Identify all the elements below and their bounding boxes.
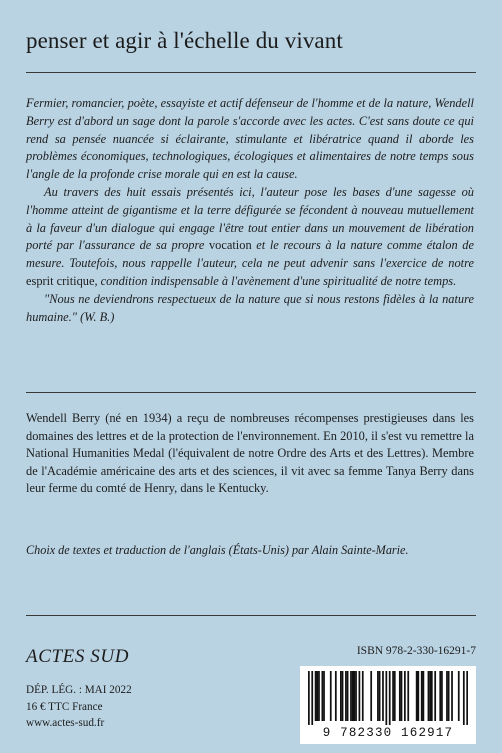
barcode-bar [401, 671, 403, 721]
barcode-bar [389, 671, 391, 725]
barcode-bar [321, 671, 323, 721]
divider-top [26, 72, 476, 73]
publisher-website: www.actes-sud.fr [26, 717, 105, 729]
barcode-bar [399, 671, 401, 721]
barcode-bar [439, 671, 441, 721]
barcode-bar [347, 671, 349, 721]
blurb-paragraph-2-part-a: Au travers des huit essais présentés ici, l'auteur pose les bases d'une sagesse où l'homme atteint de gigantisme et la terre défigurée se fécondent à nouveau mutuellement à la faveur d'un dialogue qui engage l'être tout entier dans un mouvement de libération porté par l'assurance de sa propre [26, 184, 474, 253]
barcode-bar [340, 671, 342, 721]
barcode-bar [429, 671, 431, 721]
divider-middle [26, 392, 476, 393]
barcode-bar [385, 671, 387, 725]
legal-info [26, 682, 132, 732]
barcode-bar [352, 671, 354, 721]
barcode-bar [407, 671, 409, 721]
barcode-bar [458, 671, 460, 721]
barcode-bar [394, 671, 396, 721]
author-bio: Wendell Berry (né en 1934) a reçu de nombreuses récompenses prestigieuses dans les domaines des lettres et de la protection de l'environnement. En 2010, il s'est vu remettre la National Humanities Medal (l'équivalent de notre Ordre des Arts et des Lettres). Membre de l'Académie américaine des arts et des sciences, il vit avec sa femme Tanya Berry dans leur ferme du comté de Henry, dans le Kentucky. [26, 411, 474, 496]
blurb-paragraph-2-part-c: et le recours à la nature comme étalon de mesure. Toutefois, nous rappelle l'auteur, cela ne peut advenir sans l'exercice de notre [26, 238, 474, 271]
blurb [26, 95, 474, 326]
blurb-quote: "Nous ne deviendrons respectueux de la nature que si nous restons fidèles à la nature humaine." (W. B.) [26, 291, 474, 324]
barcode-bar [350, 671, 352, 721]
barcode-bar [362, 671, 364, 721]
barcode [300, 666, 476, 744]
barcode-bar [335, 671, 337, 721]
barcode-bar [342, 671, 344, 721]
barcode-bar [330, 671, 332, 721]
barcode-bar [431, 671, 433, 721]
barcode-bar [428, 671, 430, 721]
barcode-digits: 9 782330 162917 [322, 726, 454, 740]
barcode-bars [308, 671, 468, 725]
barcode-bar [311, 671, 313, 725]
legal-deposit: DÉP. LÉG. : MAI 2022 [26, 684, 132, 696]
barcode-bar [318, 671, 320, 721]
barcode-bar [416, 671, 418, 721]
barcode-bar [353, 671, 355, 721]
blurb-paragraph-2-part-e: , condition indispensable à l'avènement d'une spiritualité de notre temps. [94, 273, 457, 288]
barcode-bar [417, 671, 419, 721]
barcode-bar [308, 671, 310, 725]
translator-credit: Choix de textes et traduction de l'anglais (États-Unis) par Alain Sainte-Marie. [26, 543, 409, 557]
barcode-bar [441, 671, 443, 721]
barcode-bar [323, 671, 325, 721]
barcode-bar [345, 671, 347, 721]
blurb-paragraph-1: Fermier, romancier, poète, essayiste et actif défenseur de l'homme et de la nature, Wendell Berry est d'abord un sage dont la parole s'accorde avec les actes. C'est sans doute ce qui rend sa pensée nuancée si éclairante, stimulante et libératrice quand il aborde les problèmes économiques, technologiques, écologiques et alimentaires de notre temps sous l'angle de la profonde crise morale qui en est la cause. [26, 96, 474, 182]
barcode-bar [451, 671, 453, 721]
barcode-bar [316, 671, 318, 721]
blurb-paragraph-2 [26, 184, 474, 291]
barcode-bar [315, 671, 317, 721]
barcode-bar [355, 671, 357, 721]
isbn-label: ISBN 978-2-330-16291-7 [356, 645, 476, 657]
blurb-phrase-esprit-critique: esprit critique [26, 273, 95, 288]
divider-bottom [26, 615, 476, 616]
barcode-bar [377, 671, 379, 721]
barcode-bar [392, 671, 394, 721]
barcode-bar [463, 671, 465, 725]
price: 16 € TTC France [26, 700, 103, 713]
barcode-bar [370, 671, 372, 721]
barcode-bar [434, 671, 436, 721]
barcode-bar [423, 671, 425, 721]
barcode-bar [446, 671, 448, 721]
barcode-bar [379, 671, 381, 721]
barcode-bar [466, 671, 468, 725]
barcode-bar [404, 671, 406, 721]
publisher-logo: ACTES SUD [26, 646, 130, 667]
blurb-word-vocation: vocation [208, 238, 252, 253]
barcode-bar [421, 671, 423, 721]
barcode-bar [448, 671, 450, 721]
barcode-bar [382, 671, 384, 721]
cover-title: penser et agir à l'échelle du vivant [26, 28, 343, 53]
barcode-bar [359, 671, 361, 721]
